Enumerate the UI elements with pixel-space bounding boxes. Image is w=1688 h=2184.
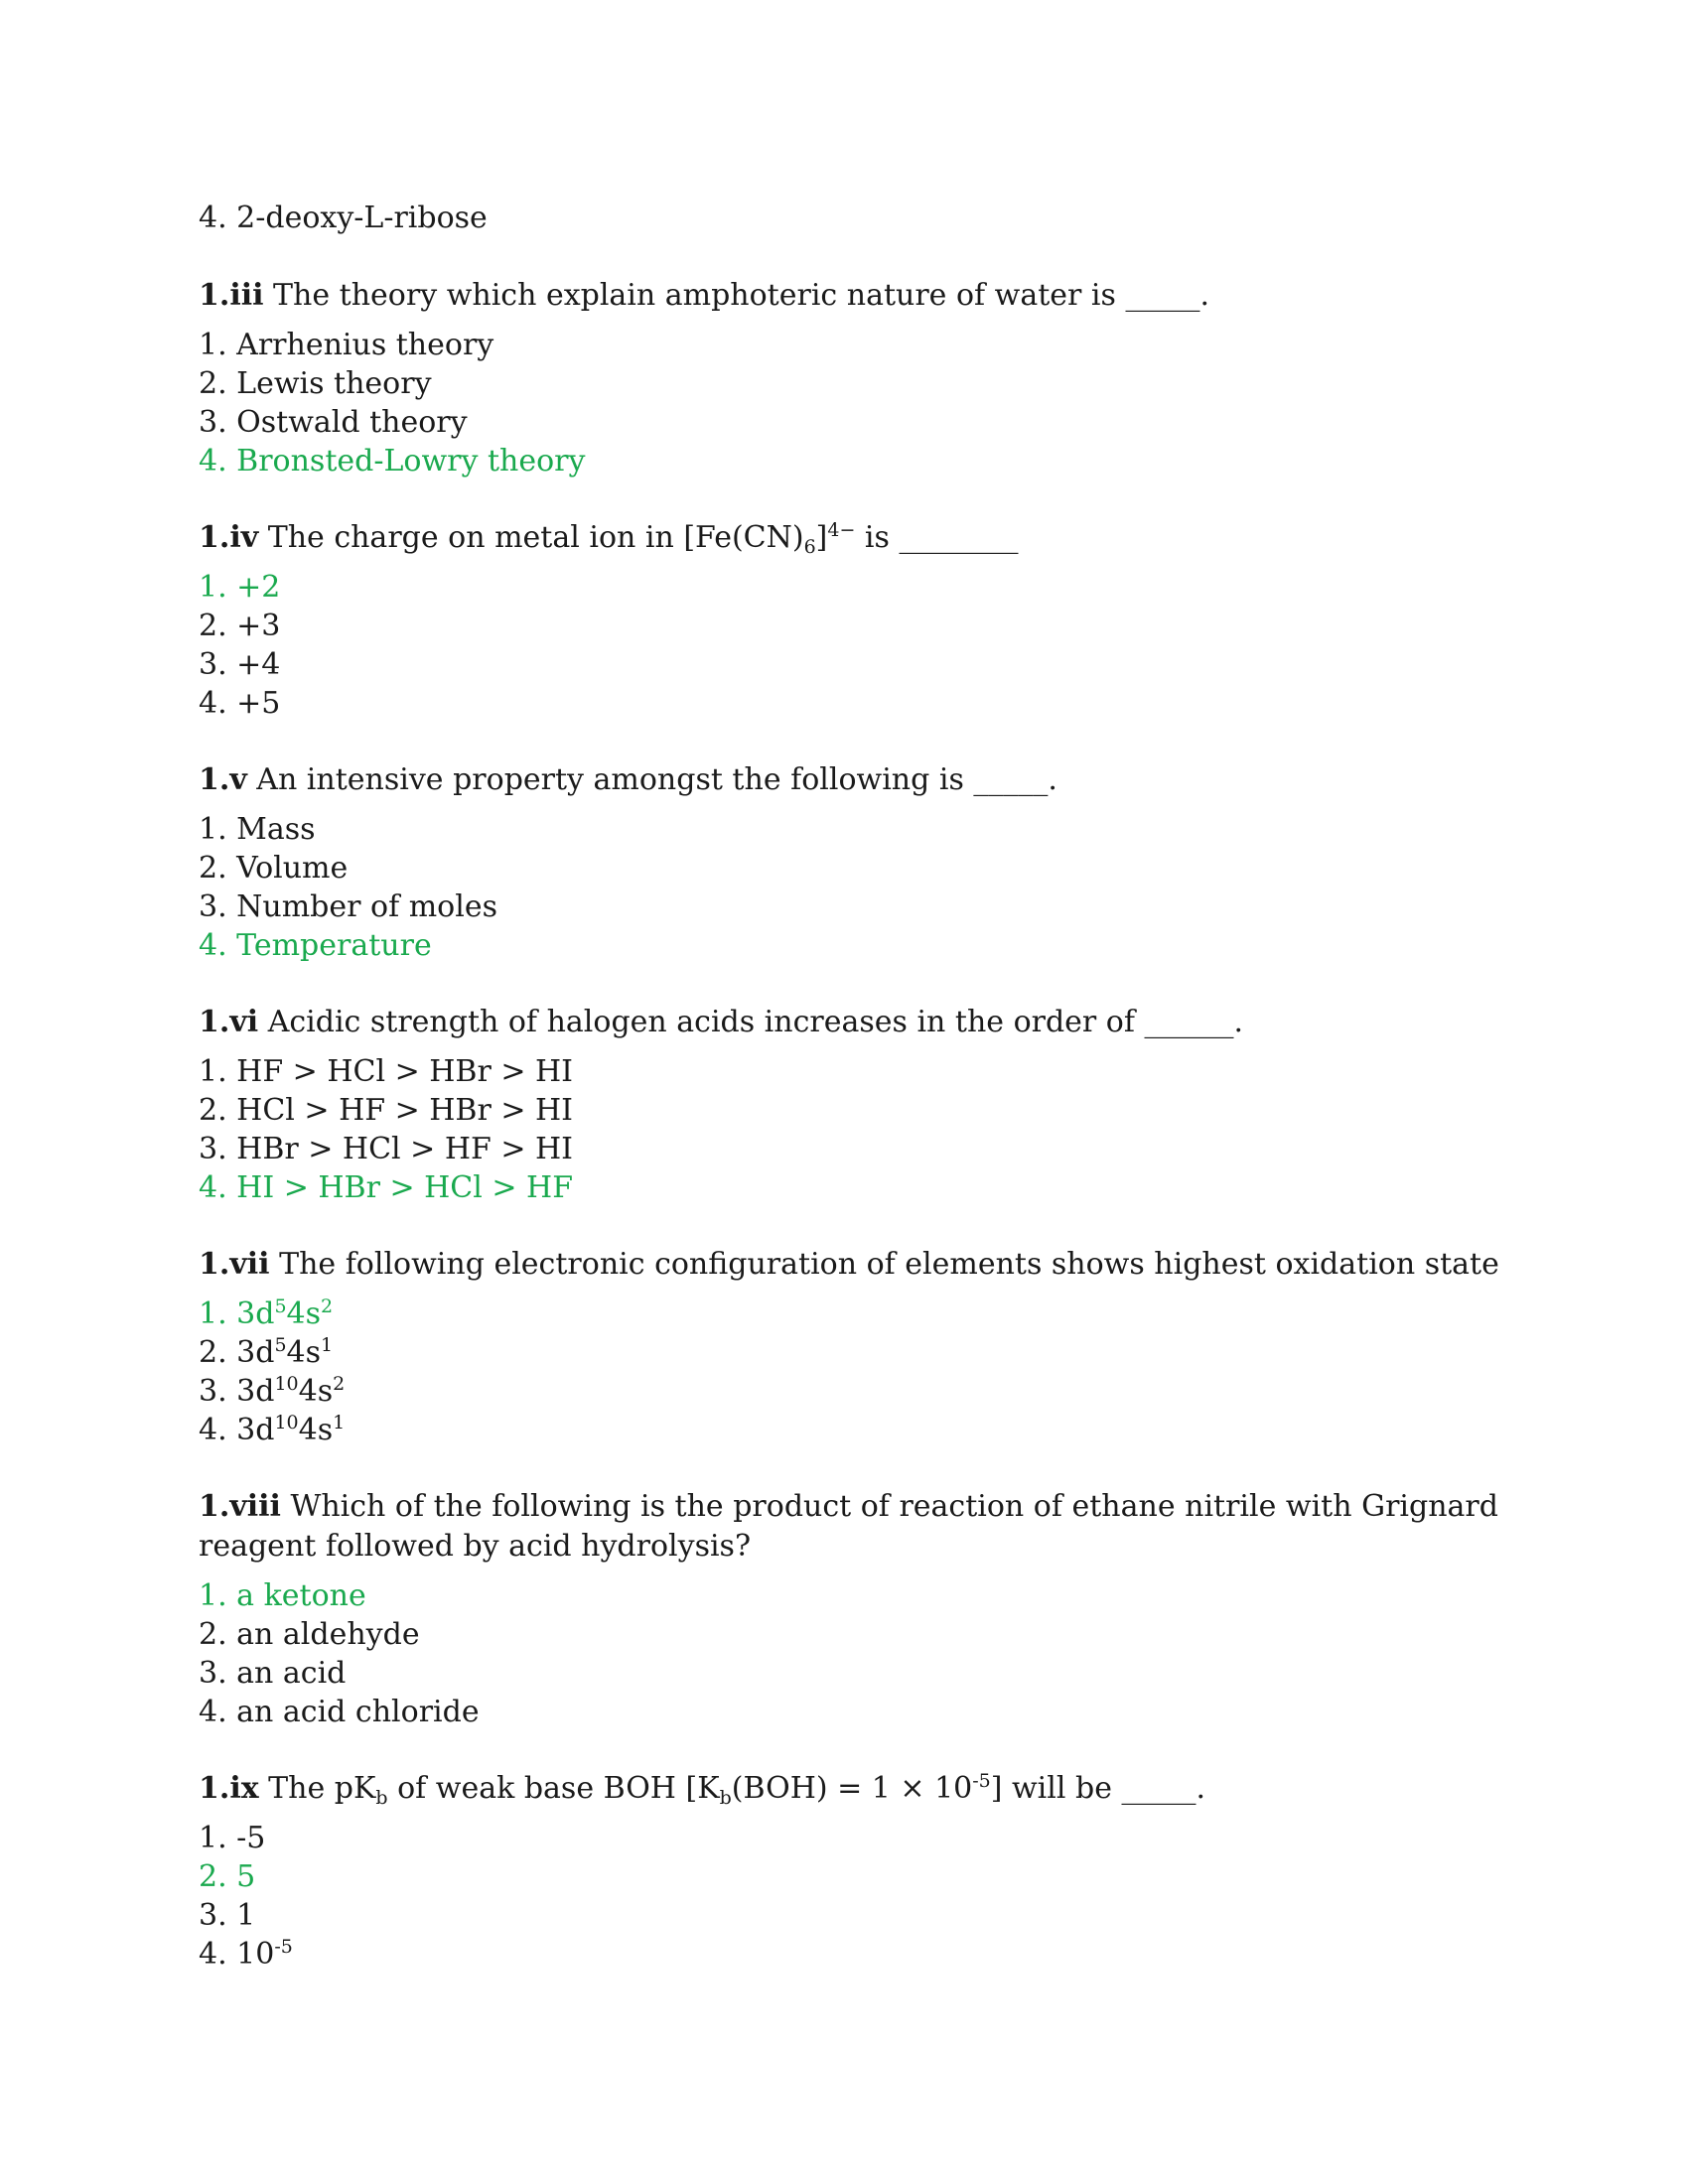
option-correct bbox=[199, 1295, 1509, 1333]
option-part: 2. 3d bbox=[199, 1335, 275, 1370]
option bbox=[199, 1935, 1509, 1974]
question-stem-part: The pK bbox=[258, 1771, 376, 1806]
superscript: 10 bbox=[274, 1373, 299, 1395]
option-correct: 1. +2 bbox=[199, 570, 281, 605]
question-stem: An intensive property amongst the following is _____. bbox=[246, 762, 1057, 797]
question-stem-part: The charge on metal ion in [Fe(CN) bbox=[258, 520, 804, 555]
carryover-option: 4. 2-deoxy-L-ribose bbox=[199, 201, 488, 235]
question-stem-part: ] will be _____. bbox=[990, 1771, 1206, 1806]
option-correct: 4. Temperature bbox=[199, 928, 432, 963]
question-stem-part: is ________ bbox=[855, 520, 1019, 555]
question-text bbox=[199, 1245, 1509, 1285]
option: 4. +5 bbox=[199, 686, 281, 721]
option: 2. Lewis theory bbox=[199, 366, 432, 401]
question-text bbox=[199, 1487, 1509, 1567]
option: 1. HF > HCl > HBr > HI bbox=[199, 1054, 574, 1089]
question-1-vii bbox=[199, 1245, 1509, 1449]
option: 3. an acid bbox=[199, 1656, 347, 1691]
option bbox=[199, 1333, 1509, 1372]
question-number: 1.viii bbox=[199, 1489, 281, 1524]
question-stem: The theory which explain amphoteric nature of water is _____. bbox=[263, 278, 1209, 313]
option-correct: 2. 5 bbox=[199, 1859, 256, 1894]
question-text bbox=[199, 276, 1509, 316]
question-number: 1.v bbox=[199, 762, 247, 797]
option-part: 4s bbox=[286, 1297, 322, 1331]
question-1-iv bbox=[199, 518, 1509, 723]
question-1-viii bbox=[199, 1487, 1509, 1731]
option-part: 4. 10 bbox=[199, 1937, 275, 1972]
subscript: 6 bbox=[803, 536, 816, 558]
superscript: 1 bbox=[321, 1334, 334, 1356]
option: 2. +3 bbox=[199, 609, 281, 643]
question-number: 1.iv bbox=[199, 520, 259, 555]
question-number: 1.iii bbox=[199, 278, 264, 313]
option: 1. -5 bbox=[199, 1821, 266, 1855]
option-correct: 1. a ketone bbox=[199, 1578, 366, 1613]
option-part: 3. 3d bbox=[199, 1374, 275, 1409]
option-part: 4s bbox=[286, 1335, 322, 1370]
option-correct: 4. Bronsted-Lowry theory bbox=[199, 444, 586, 478]
superscript: 5 bbox=[274, 1334, 287, 1356]
superscript: 2 bbox=[321, 1296, 334, 1317]
option: 3. HBr > HCl > HF > HI bbox=[199, 1132, 574, 1166]
question-text bbox=[199, 760, 1509, 800]
option-correct: 4. HI > HBr > HCl > HF bbox=[199, 1170, 574, 1205]
superscript: 4− bbox=[827, 519, 856, 541]
option: 3. 1 bbox=[199, 1898, 256, 1933]
question-number: 1.vii bbox=[199, 1247, 270, 1282]
option bbox=[199, 1372, 1509, 1411]
document-page bbox=[199, 199, 1509, 2011]
option: 1. Mass bbox=[199, 812, 316, 847]
question-1-iii bbox=[199, 276, 1509, 480]
question-stem: Which of the following is the product of reaction of ethane nitrile with Grignard reagent followed by acid hydrolysis? bbox=[199, 1489, 1498, 1564]
option-part: 1. 3d bbox=[199, 1297, 275, 1331]
option: 2. HCl > HF > HBr > HI bbox=[199, 1093, 574, 1128]
question-1-ix bbox=[199, 1769, 1509, 1974]
option: 1. Arrhenius theory bbox=[199, 328, 494, 362]
subscript: b bbox=[719, 1787, 732, 1809]
option: 3. Number of moles bbox=[199, 889, 497, 924]
superscript: -5 bbox=[274, 1936, 293, 1958]
question-text bbox=[199, 1769, 1509, 1809]
superscript: 5 bbox=[274, 1296, 287, 1317]
option: 4. an acid chloride bbox=[199, 1695, 480, 1729]
question-text bbox=[199, 1003, 1509, 1042]
option-part: 4s bbox=[298, 1413, 334, 1447]
question-stem-part: ] bbox=[815, 520, 828, 555]
question-text bbox=[199, 518, 1509, 558]
option bbox=[199, 1411, 1509, 1449]
option-part: 4s bbox=[298, 1374, 334, 1409]
question-stem: The following electronic configuration of elements shows highest oxidation state bbox=[269, 1247, 1499, 1282]
question-1-v bbox=[199, 760, 1509, 965]
question-stem: Acidic strength of halogen acids increases in the order of ______. bbox=[258, 1005, 1244, 1039]
question-1-vi bbox=[199, 1003, 1509, 1207]
superscript: 2 bbox=[333, 1373, 346, 1395]
superscript: 10 bbox=[274, 1412, 299, 1433]
option: 2. an aldehyde bbox=[199, 1617, 420, 1652]
question-stem-part: (BOH) = 1 × 10 bbox=[731, 1771, 973, 1806]
option-part: 4. 3d bbox=[199, 1413, 275, 1447]
question-number: 1.ix bbox=[199, 1771, 259, 1806]
superscript: -5 bbox=[972, 1770, 991, 1792]
option: 3. Ostwald theory bbox=[199, 405, 468, 440]
subscript: b bbox=[375, 1787, 388, 1809]
question-number: 1.vi bbox=[199, 1005, 259, 1039]
option: 2. Volume bbox=[199, 851, 349, 886]
superscript: 1 bbox=[333, 1412, 346, 1433]
question-stem-part: of weak base BOH [K bbox=[387, 1771, 720, 1806]
option: 3. +4 bbox=[199, 647, 281, 682]
